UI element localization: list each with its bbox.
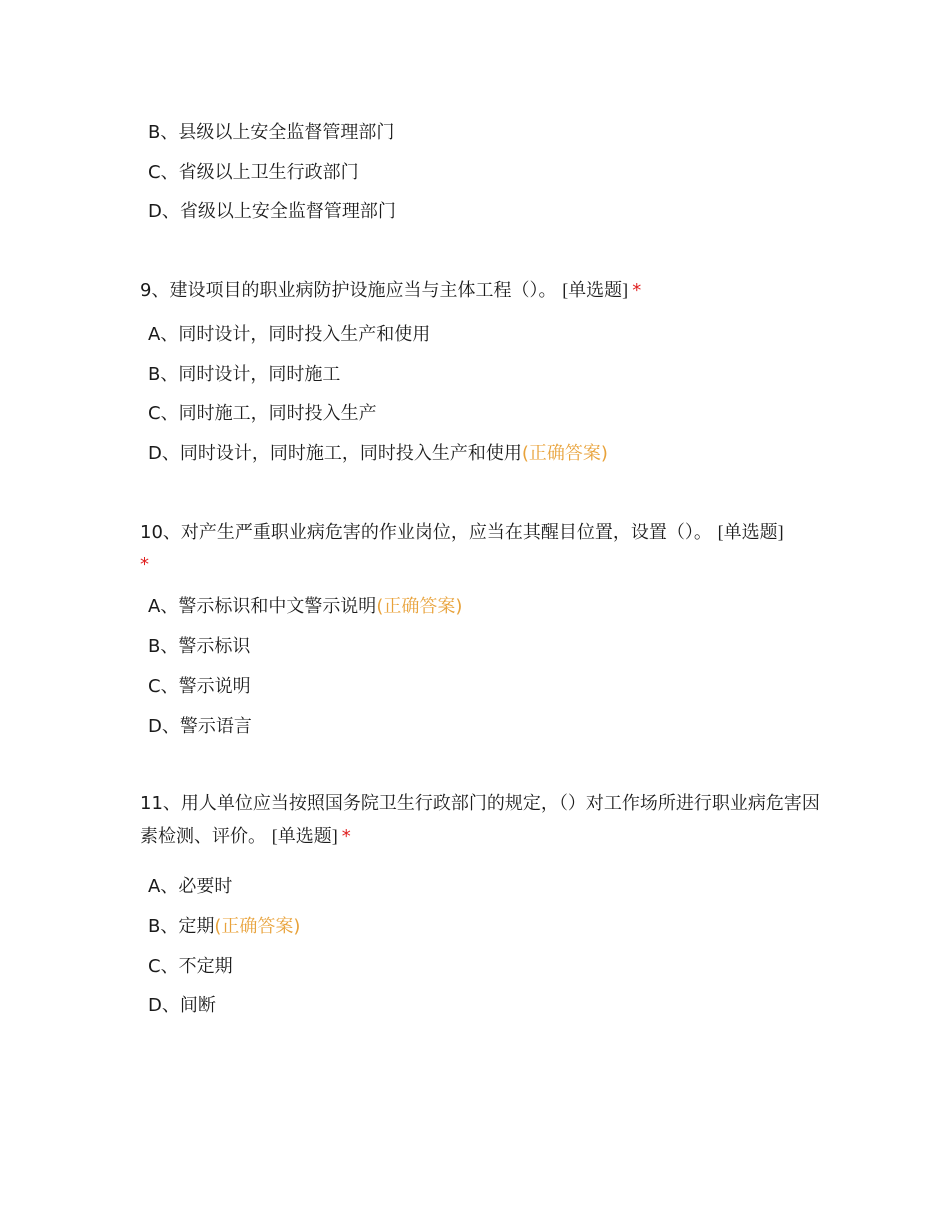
option-text: B、县级以上安全监督管理部门 bbox=[148, 122, 395, 143]
question-type-tag: [单选题] bbox=[562, 280, 629, 300]
option-text: A、警示标识和中文警示说明 bbox=[148, 596, 377, 617]
option-q9-c bbox=[148, 403, 377, 425]
question-type-tag: [单选题] bbox=[271, 826, 338, 846]
question-text: 11、用人单位应当按照国务院卫生行政部门的规定，（）对工作场所进行职业病危害因素检测、评价。 bbox=[140, 793, 820, 847]
option-text: B、定期 bbox=[148, 916, 215, 937]
required-mark: * bbox=[632, 280, 642, 301]
option-text: B、同时设计，同时施工 bbox=[148, 364, 341, 385]
option-q10-d bbox=[148, 716, 252, 738]
option-q9-d bbox=[148, 443, 608, 465]
option-q10-b bbox=[148, 636, 250, 658]
option-text: C、警示说明 bbox=[148, 676, 251, 697]
correct-answer-note: (正确答案) bbox=[376, 596, 463, 617]
option-q9-b bbox=[148, 364, 340, 386]
required-mark: * bbox=[341, 826, 351, 847]
question-type-tag: [单选题] bbox=[717, 522, 784, 542]
option-q11-c bbox=[148, 956, 233, 978]
option-text: C、省级以上卫生行政部门 bbox=[148, 162, 359, 183]
correct-answer-note: (正确答案) bbox=[521, 443, 608, 464]
option-q10-a bbox=[148, 596, 462, 618]
required-mark: * bbox=[140, 554, 149, 575]
option-text: C、同时施工，同时投入生产 bbox=[148, 403, 377, 424]
question-text: 9、建设项目的职业病防护设施应当与主体工程（）。 bbox=[140, 280, 557, 301]
option-text: D、间断 bbox=[148, 995, 216, 1016]
question-10-title bbox=[140, 516, 820, 581]
option-text: D、警示语言 bbox=[148, 716, 252, 737]
correct-answer-note: (正确答案) bbox=[214, 916, 301, 937]
option-text: B、警示标识 bbox=[148, 636, 251, 657]
option-prev-b bbox=[148, 122, 394, 144]
option-text: A、同时设计，同时投入生产和使用 bbox=[148, 324, 431, 345]
option-q11-a bbox=[148, 876, 232, 898]
option-q10-c bbox=[148, 676, 251, 698]
option-q11-d bbox=[148, 995, 216, 1017]
option-text: D、同时设计，同时施工，同时投入生产和使用 bbox=[148, 443, 522, 464]
option-text: A、必要时 bbox=[148, 876, 233, 897]
option-prev-d bbox=[148, 201, 396, 223]
option-text: C、不定期 bbox=[148, 956, 233, 977]
option-prev-c bbox=[148, 162, 359, 184]
option-q11-b bbox=[148, 916, 300, 938]
option-q9-a bbox=[148, 324, 430, 346]
question-9-title bbox=[140, 274, 820, 307]
option-text: D、省级以上安全监督管理部门 bbox=[148, 201, 396, 222]
question-text: 10、对产生严重职业病危害的作业岗位，应当在其醒目位置，设置（）。 bbox=[140, 522, 712, 543]
question-11-title bbox=[140, 788, 820, 853]
